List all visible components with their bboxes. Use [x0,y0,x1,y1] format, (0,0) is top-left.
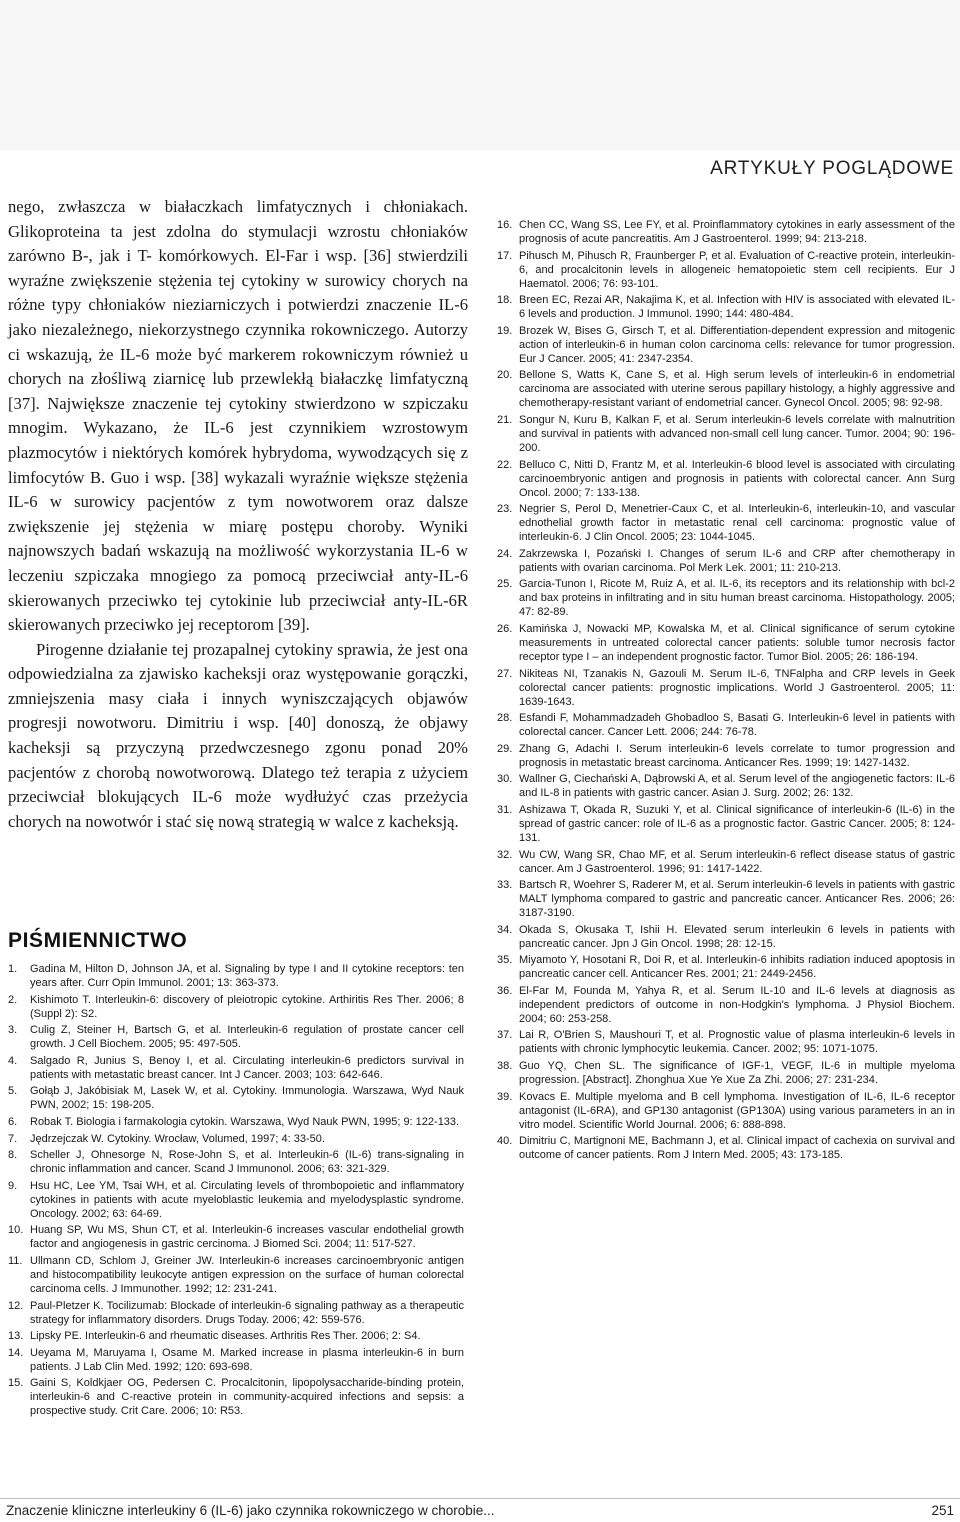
reference-item [497,848,955,876]
reference-text: Kovacs E. Multiple myeloma and B cell lymphoma. Investigation of IL-6, IL-6 receptor antagonist (IL-6RA), and GP130 antagonist (GP130A) using various parameters in an in vitro model. Scientific World Journal. 2006; 6: 888-898. [519,1090,955,1131]
reference-item [497,711,955,739]
reference-number: 6. [8,1115,18,1128]
reference-text: Robak T. Biologia i farmakologia cytokin. Warszawa, Wyd Nauk PWN, 1995; 9: 122-133. [30,1115,460,1128]
article-body [8,195,468,834]
reference-number: 18. [497,294,513,307]
reference-item [497,502,955,544]
reference-number: 16. [497,219,513,231]
reference-number: 25. [497,578,513,591]
reference-number: 5. [8,1085,18,1098]
reference-item [497,249,955,291]
reference-text: Dimitriu C, Martignoni ME, Bachmann J, et al. Clinical impact of cachexia on survival and outcome of cancer patients. Rom J Intern Med. 2005; 43: 173-185. [519,1135,955,1162]
reference-item [497,324,955,366]
reference-text: Songur N, Kuru B, Kalkan F, et al. Serum interleukin-6 levels correlate with malnutrition and survival in patients with advanced non-small cell lung cancer. Tumor. 2004; 90: 196-200. [519,413,955,454]
reference-number: 9. [8,1179,18,1192]
reference-text: Kamińska J, Nowacki MP, Kowalska M, et al. Clinical significance of serum cytokine measurements in untreated colorectal cancer patients: soluble tumor necrosis factor receptor type I – an independent prognostic factor. Tumor Biol. 2005; 26: 186-194. [519,622,955,663]
reference-text: Zhang G, Adachi I. Serum interleukin-6 levels correlate to tumor progression and prognosis in metastatic breast carcinoma. Anticancer Res. 1999; 19: 1427-1432. [519,742,955,769]
reference-item [497,622,955,664]
reference-number: 1. [8,963,18,975]
reference-text: Zakrzewska I, Pozański I. Changes of serum IL-6 and CRP after chemotherapy in patients with ovarian carcinoma. Pol Merk Lek. 2001; 11: 210-213. [519,547,955,574]
reference-item [8,962,464,990]
reference-text: Bartsch R, Woehrer S, Raderer M, et al. Serum interleukin-6 levels in patients with gastric MALT lymphoma compared to gastric and pancreatic cancer. Anticancer Res. 2006; 26: 3187-3190. [519,879,955,920]
reference-text: Chen CC, Wang SS, Lee FY, et al. Proinflammatory cytokines in early assessment of the prognosis of acute pancreatitis. Am J Gastroenterol. 1999; 94: 213-218. [519,219,955,245]
reference-number: 40. [497,1135,513,1148]
reference-text: Pihusch M, Pihusch R, Fraunberger P, et al. Evaluation of C-reactive protein, interleukin-6, and procalcitonin levels in allogeneic hematopoietic stem cell recipients. Eur J Haematol. 2006; 76: 93-101. [519,249,955,290]
reference-number: 32. [497,848,513,861]
reference-text: Jędrzejczak W. Cytokiny. Wrocław, Volumed, 1997; 4: 33-50. [30,1132,325,1145]
reference-number: 39. [497,1090,513,1103]
reference-text: Okada S, Okusaka T, Ishii H. Elevated serum interleukin 6 levels in patients with pancreatic cancer. Jpn J Gin Oncol. 1998; 28: 12-15. [519,923,955,950]
reference-item [8,1223,464,1251]
reference-item [8,1254,464,1296]
references-right-column [497,218,955,1165]
reference-item [497,577,955,619]
reference-item [8,993,464,1021]
section-header: ARTYKUŁY POGLĄDOWE [710,158,954,179]
reference-text: Belluco C, Nitti D, Frantz M, et al. Interleukin-6 blood level is associated with circulating carcinoembryonic antigen and prognosis in patients with colorectal cancer. Ann Surg Oncol. 2000; 7: 133-138. [519,458,955,499]
reference-item [497,742,955,770]
reference-number: 7. [8,1132,18,1145]
reference-item [497,953,955,981]
reference-text: Salgado R, Junius S, Benoy I, et al. Circulating interleukin-6 predictors survival in patients with metastatic breast cancer. Int J Cancer. 2003; 103: 642-646. [30,1054,464,1081]
references-heading: PIŚMIENNICTWO [8,929,188,952]
reference-text: Gadina M, Hilton D, Johnson JA, et al. Signaling by type I and II cytokine receptors: ten years after. Curr Opin Immunol. 2001; 13: 363-373. [30,963,464,989]
footer-divider [0,1498,960,1499]
reference-number: 20. [497,369,513,382]
reference-number: 30. [497,773,513,786]
reference-text: Gołąb J, Jakóbisiak M, Lasek W, et al. Cytokiny. Immunologia. Warszawa, Wyd Nauk PWN, 2002; 15: 198-205. [30,1085,464,1112]
reference-number: 21. [497,413,513,426]
reference-number: 13. [8,1330,24,1343]
reference-text: Scheller J, Ohnesorge N, Rose-John S, et al. Interleukin-6 (IL-6) trans-signaling in chronic inflammation and cancer. Scand J Immunonol. 2006; 63: 321-329. [30,1149,464,1176]
reference-number: 29. [497,742,513,755]
reference-number: 24. [497,547,513,560]
reference-item [497,984,955,1026]
reference-text: Wallner G, Ciechański A, Dąbrowski A, et al. Serum level of the angiogenetic factors: IL-6 and IL-8 in patients with gastric cancer. Asian J. Surg. 2002; 26: 132. [519,773,955,800]
reference-text: Kishimoto T. Interleukin-6: discovery of pleiotropic cytokine. Arthiritis Res Ther. 2006; 8 (Suppl 2): S2. [30,993,464,1020]
reference-text: Ueyama M, Maruyama I, Osame M. Marked increase in plasma interleukin-6 in burn patients. J Lab Clin Med. 1992; 120: 693-698. [30,1346,464,1373]
reference-item [8,1115,464,1129]
reference-text: Bellone S, Watts K, Cane S, et al. High serum levels of interleukin-6 in endometrial carcinoma are associated with uterine serous papillary histology, a highly aggressive and chemotherapy-resistant variant of endometrial cancer. Gynecol Oncol. 2005; 98: 92-98. [519,369,955,410]
reference-number: 3. [8,1024,18,1037]
page-number: 251 [931,1503,954,1518]
reference-text: Hsu HC, Lee YM, Tsai WH, et al. Circulating levels of thrombopoietic and inflammatory cytokines in patients with acute myeloblastic leukemia and myelodysplastic syndrome. Oncology. 2002; 63: 64-69. [30,1179,464,1220]
reference-item [8,1084,464,1112]
reference-number: 14. [8,1346,24,1359]
references-list [8,962,464,1418]
reference-text: Breen EC, Rezai AR, Nakajima K, et al. Infection with HIV is associated with elevated IL-6 levels and production. J Immunol. 1990; 144: 480-484. [519,294,955,321]
reference-number: 36. [497,984,513,997]
reference-text: Esfandi F, Mohammadzadeh Ghobadloo S, Basati G. Interleukin-6 level in patients with colorectal cancer. Cancer Lett. 2006; 244: 76-78. [519,712,955,739]
reference-number: 31. [497,803,513,816]
reference-number: 11. [8,1254,23,1267]
reference-number: 23. [497,503,513,516]
reference-number: 4. [8,1054,18,1067]
reference-item [497,923,955,951]
reference-text: Negrier S, Perol D, Menetrier-Caux C, et al. Interleukin-6, interleukin-10, and vascular ednothelial growth factor in metastatic renal cell carcinoma: prognostic value of interleukin-6. J Clin Oncol. 2005; 23: 1044-1045. [519,503,955,544]
reference-item [497,667,955,709]
page-top-band [0,0,960,150]
reference-number: 10. [8,1224,24,1237]
reference-text: Miyamoto Y, Hosotani R, Doi R, et al. Interleukin-6 inhibits radiation induced apoptosis in pancreatic cancer cell. Anticancer Res. 2001; 21: 2449-2456. [519,954,955,981]
reference-item [8,1329,464,1343]
paragraph: nego, zwłaszcza w białaczkach limfatycznych i chłoniakach. Glikoproteina ta jest zdolna do stymulacji wzrostu chłoniaków zarówno B-, jak i T- komórkowych. El-Far i wsp. [36] stwierdzili wyraźne zwiększenie stężenia tej cytokiny w surowicy chorych na różne typy chłoniaków nieziarniczych i potwierdzi znaczenie IL-6 jako niezależnego, niekorzystnego czynnika rokowniczego. Autorzy ci wskazują, że IL-6 może być markerem rokowniczym również u chorych na złośliwą ziarnicę lub przewlekłą białaczkę limfatyczną [37]. Największe znaczenie tej cytokiny stwierdzono w szpiczaku mnogim. Wykazano, że IL-6 jest czynnikiem wzrostowym plazmocytów i niektórych komórek hybrydoma, wywodzących się z limfocytów B. Guo i wsp. [38] wykazali wyraźnie większe stężenia IL-6 w surowicy pacjentów z tym nowotworem oraz dalsze zwiększenie jej stężenia w miarę postępu choroby. Wyniki najnowszych badań wskazują na możliwość wykorzystania IL-6 w leczeniu szpiczaka mnogiego za pomocą przeciwciał anty-IL-6 skierowanych przeciwko tej cytokinie lub przeciwciał anty-IL-6R skierowanych przeciwko jej receptorom [39]. [8,197,468,635]
reference-number: 19. [497,324,513,337]
reference-text: Wu CW, Wang SR, Chao MF, et al. Serum interleukin-6 reflect disease status of gastric cancer. Am J Gastroenterol. 1996; 91: 1417-1422. [519,848,955,875]
reference-item [497,368,955,410]
reference-item [497,458,955,500]
reference-number: 26. [497,622,513,635]
reference-item [497,293,955,321]
reference-text: Garcia-Tunon I, Ricote M, Ruiz A, et al. IL-6, its receptors and its relationship with bcl-2 and bax proteins in infiltrating and in situ human breast carcinoma. Histopathology. 2005; 47: 82-89. [519,578,955,619]
reference-item [8,1299,464,1327]
reference-item [497,1134,955,1162]
reference-number: 37. [497,1029,513,1042]
reference-item [497,413,955,455]
reference-number: 8. [8,1149,18,1162]
reference-text: El-Far M, Founda M, Yahya R, et al. Serum IL-10 and IL-6 levels at diagnosis as independent predictors of outcome in non-Hodgkin's lymphoma. J Physiol Biochem. 2004; 60: 253-258. [519,984,955,1025]
reference-number: 27. [497,667,513,680]
reference-text: Paul-Pletzer K. Tocilizumab: Blockade of interleukin-6 signaling pathway as a therapeutic strategy for inflammatory disorders. Drugs Today. 2006; 42: 559-576. [30,1299,464,1326]
reference-number: 15. [8,1377,24,1390]
reference-item [497,547,955,575]
reference-item [8,1054,464,1082]
reference-text: Guo YQ, Chen SL. The significance of IGF-1, VEGF, IL-6 in multiple myeloma progression. [Abstract]. Zhonghua Xue Ye Xue Za Zhi. 2006; 27: 231-234. [519,1060,955,1087]
reference-item [497,1059,955,1087]
reference-number: 35. [497,954,513,967]
reference-item [497,1090,955,1132]
reference-text: Gaini S, Koldkjaer OG, Pedersen C. Procalcitonin, lipopolysaccharide-binding protein, interleukin-6 and C-reactive protein in community-acquired infections and sepsis: a prospective study. Crit Care. 2006; 10: R53. [30,1377,464,1418]
reference-number: 17. [497,249,513,262]
paragraph: Pirogenne działanie tej prozapalnej cytokiny sprawia, że jest ona odpowiedzialna za zjawisko kacheksji oraz występowanie gorączki, zmniejszenia masy ciała i innych wyniszczających objawów progresji nowotworu. Dimitriu i wsp. [40] donoszą, że objawy kacheksji są przyczyną przedwczesnego zgonu ponad 20% pacjentów z chorobą nowotworową. Dlatego też terapia z użyciem przeciwciał blokujących IL-6 może wydłużyć czas przeżycia chorych na nowotwór i stać się nową strategią w walce z kacheksją. [8,639,468,831]
references-left-column [8,962,464,1421]
reference-number: 12. [8,1299,24,1312]
reference-text: Ashizawa T, Okada R, Suzuki Y, et al. Clinical significance of interleukin-6 (IL-6) in the spread of gastric cancer: role of IL-6 as a prognostic factor. Gastric Cancer. 2005; 8: 124-131. [519,803,955,844]
reference-text: Culig Z, Steiner H, Bartsch G, et al. Interleukin-6 regulation of prostate cancer cell growth. J Cell Biochem. 2005; 95: 497-505. [30,1024,464,1051]
references-list [497,218,955,1162]
reference-item [497,772,955,800]
reference-number: 33. [497,879,513,892]
reference-text: Ullmann CD, Schlom J, Greiner JW. Interleukin-6 increases carcinoembryonic antigen and histocompatibility leukocyte antigen expression on the surface of human colorectal carcinoma cells. J Immunother. 1992; 12: 231-241. [30,1254,464,1295]
reference-item [8,1346,464,1374]
footer-title: Znaczenie kliniczne interleukiny 6 (IL-6) jako czynnika rokowniczego w chorobie... [6,1503,495,1518]
reference-number: 34. [497,923,513,936]
reference-text: Lipsky PE. Interleukin-6 and rheumatic diseases. Arthritis Res Ther. 2006; 2: S4. [30,1330,421,1343]
reference-number: 22. [497,458,513,471]
reference-item [497,218,955,246]
reference-item [497,1028,955,1056]
reference-text: Nikiteas NI, Tzanakis N, Gazouli M. Serum IL-6, TNFalpha and CRP levels in Geek colorectal cancer patients: prognostic implications. World J Gastroenterol. 2005; 11: 1639-1643. [519,667,955,708]
reference-text: Huang SP, Wu MS, Shun CT, et al. Interleukin-6 increases vascular endothelial growth factor and angiogenesis in gastric cercinoma. J Biomed Sci. 2004; 11: 517-527. [30,1224,464,1251]
reference-item [8,1148,464,1176]
reference-text: Lai R, O'Brien S, Maushouri T, et al. Prognostic value of plasma interleukin-6 levels in patients with chronic lymphocytic leukemia. Cancer. 2002; 95: 1071-1075. [519,1029,955,1056]
reference-item [8,1023,464,1051]
reference-item [497,803,955,845]
reference-number: 38. [497,1060,513,1073]
reference-item [8,1132,464,1146]
reference-number: 28. [497,712,513,725]
reference-number: 2. [8,993,18,1006]
reference-text: Brozek W, Bises G, Girsch T, et al. Differentiation-dependent expression and mitogenic action of interleukin-6 in human colon carcinoma cells: relevance for tumor progression. Eur J Cancer. 2005; 41: 2347-2354. [519,324,955,365]
article-text [8,195,468,834]
reference-item [8,1179,464,1221]
reference-item [8,1376,464,1418]
reference-item [497,878,955,920]
